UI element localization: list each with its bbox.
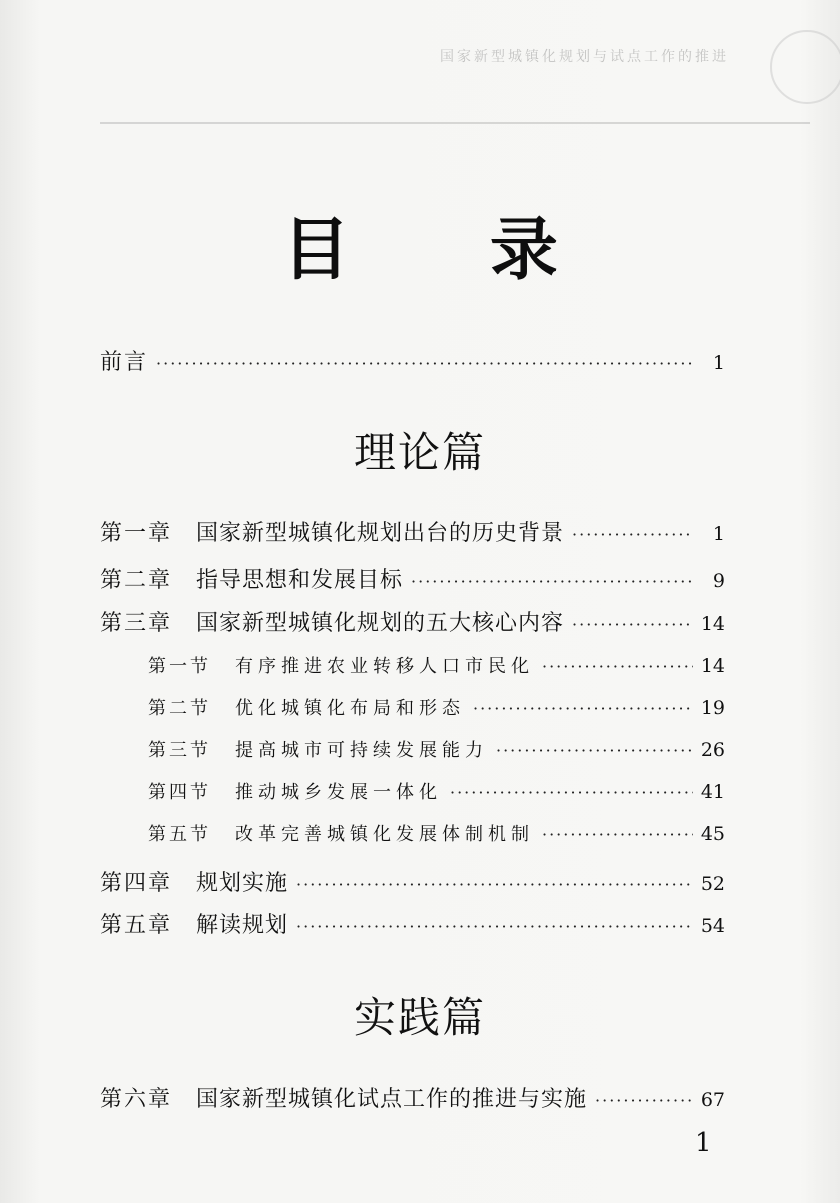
bleed-through-rule bbox=[100, 122, 810, 124]
chapter-title: 指导思想和发展目标 bbox=[196, 568, 404, 593]
section-title: 优化城镇化布局和形态 bbox=[235, 698, 465, 719]
toc-entry-chapter[interactable] bbox=[100, 606, 725, 637]
toc-entry-section[interactable] bbox=[148, 820, 725, 846]
chapter-number: 第六章 bbox=[100, 1087, 173, 1112]
page-number: 14 bbox=[700, 613, 725, 635]
toc-entry-chapter[interactable] bbox=[100, 908, 725, 939]
section-number: 第三节 bbox=[148, 740, 211, 761]
toc-entry-chapter[interactable] bbox=[100, 866, 725, 897]
dot-leader bbox=[296, 875, 693, 894]
toc-entry-chapter[interactable] bbox=[100, 563, 725, 594]
dot-leader bbox=[496, 741, 693, 760]
chapter-title: 规划实施 bbox=[196, 871, 289, 896]
folio-page-number: 1 bbox=[695, 1128, 712, 1158]
bleed-through-header: 国家新型城镇化规划与试点工作的推进 bbox=[440, 49, 729, 65]
page-number: 26 bbox=[700, 739, 725, 761]
dot-leader bbox=[450, 783, 693, 802]
toc-entry-chapter[interactable] bbox=[100, 1082, 725, 1113]
toc-entry-chapter[interactable] bbox=[100, 516, 725, 547]
page-number: 1 bbox=[712, 523, 725, 545]
section-number: 第四节 bbox=[148, 782, 211, 803]
chapter-title: 国家新型城镇化规划的五大核心内容 bbox=[196, 611, 565, 636]
chapter-number: 第四章 bbox=[100, 871, 173, 896]
preface-label: 前言 bbox=[100, 350, 149, 375]
section-heading-practice: 实践篇 bbox=[353, 993, 486, 1042]
section-title: 提高城市可持续发展能力 bbox=[235, 740, 488, 761]
chapter-number: 第一章 bbox=[100, 521, 173, 546]
toc-entry-section[interactable] bbox=[148, 652, 725, 678]
section-title: 改革完善城镇化发展体制机制 bbox=[235, 824, 534, 845]
dot-leader bbox=[572, 615, 693, 634]
dot-leader bbox=[595, 1091, 693, 1110]
page-number: 19 bbox=[700, 697, 725, 719]
section-title: 有序推进农业转移人口市民化 bbox=[235, 656, 534, 677]
toc-entry-section[interactable] bbox=[148, 694, 725, 720]
dot-leader bbox=[572, 525, 693, 544]
chapter-number: 第五章 bbox=[100, 913, 173, 938]
chapter-title: 国家新型城镇化试点工作的推进与实施 bbox=[196, 1087, 588, 1112]
toc-entry-preface[interactable] bbox=[100, 345, 725, 376]
section-number: 第五节 bbox=[148, 824, 211, 845]
page-number: 41 bbox=[700, 781, 725, 803]
toc-entry-section[interactable] bbox=[148, 778, 725, 804]
section-heading-theory: 理论篇 bbox=[353, 428, 486, 477]
page-number: 1 bbox=[712, 352, 725, 374]
page-number: 9 bbox=[712, 570, 725, 592]
toc-entry-section[interactable] bbox=[148, 736, 725, 762]
page-title: 目 录 bbox=[282, 211, 616, 290]
section-number: 第二节 bbox=[148, 698, 211, 719]
dot-leader bbox=[542, 657, 693, 676]
chapter-title: 国家新型城镇化规划出台的历史背景 bbox=[196, 521, 565, 546]
chapter-number: 第二章 bbox=[100, 568, 173, 593]
chapter-number: 第三章 bbox=[100, 611, 173, 636]
dot-leader bbox=[156, 354, 693, 373]
page-number: 67 bbox=[700, 1089, 725, 1111]
dot-leader bbox=[296, 917, 693, 936]
dot-leader bbox=[542, 825, 693, 844]
page-number: 52 bbox=[700, 873, 725, 895]
dot-leader bbox=[411, 572, 693, 591]
dot-leader bbox=[473, 699, 693, 718]
seal-watermark bbox=[770, 30, 840, 104]
page-number: 14 bbox=[700, 655, 725, 677]
page-number: 54 bbox=[700, 915, 725, 937]
page-number: 45 bbox=[700, 823, 725, 845]
section-title: 推动城乡发展一体化 bbox=[235, 782, 442, 803]
section-number: 第一节 bbox=[148, 656, 211, 677]
chapter-title: 解读规划 bbox=[196, 913, 289, 938]
